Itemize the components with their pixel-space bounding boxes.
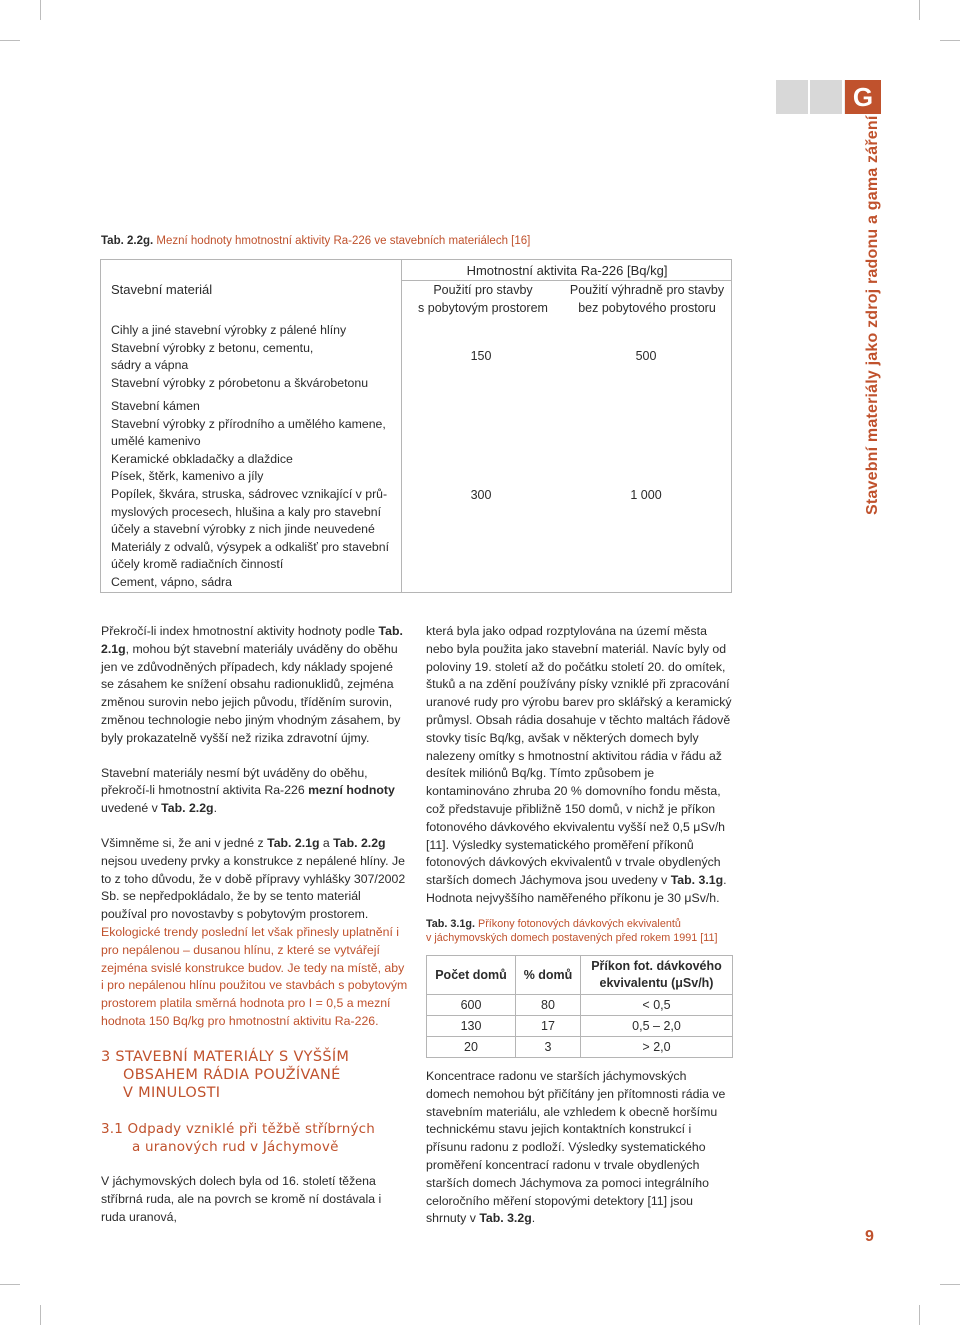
table-cell: > 2,0	[581, 1037, 733, 1058]
text-run: Překročí-li index hmotnostní aktivity hodnoty podle	[101, 624, 379, 638]
material-line: Popílek, škvára, struska, sádrovec vznikající v prů-	[111, 486, 388, 501]
crop-mark	[919, 1305, 920, 1325]
table-cell: < 0,5	[581, 995, 733, 1016]
table-row	[427, 995, 733, 1016]
header-line: Použití výhradně pro stavby	[569, 283, 725, 297]
material-line: účely kromě radiačních činností	[111, 557, 284, 572]
caption-text: Příkony fotonových dávkových ekvivalentů	[475, 918, 681, 930]
table-caption	[426, 917, 717, 945]
material-line: Stavební kámen	[111, 399, 200, 413]
section-heading-3	[101, 1048, 349, 1102]
text-run: uvedené v	[101, 801, 162, 816]
table-cell: 17	[516, 1016, 581, 1037]
header-col-non-residential	[561, 282, 733, 317]
text-run: . Hodnota nejvyššího naměřeného příkonu je 30 μSv/h.	[426, 873, 727, 905]
table-divider	[401, 280, 731, 281]
paragraph	[426, 623, 733, 908]
text-run: Všimněme si, že ani v jedné z	[101, 835, 268, 850]
header-line: Použití pro stavby	[433, 283, 533, 297]
material-line: Stavební výrobky z pórobetonu a škvárobetonu	[111, 375, 369, 390]
left-column	[101, 623, 409, 1031]
text-run: a	[319, 835, 334, 850]
text-run: Je to z toho důvodu, že v době přípravy vyhlášky 307/2002 Sb. se nepředpokládalo, že by se tento materiál používal pro novostavby s pobytovým prostorem.	[101, 853, 406, 922]
table-cell: 80	[516, 995, 581, 1016]
side-title: Stavební materiály jako zdroj radonu a gama záření	[864, 115, 881, 515]
value-cell: 150	[470, 349, 492, 363]
table-row	[427, 1016, 733, 1037]
page-number: 9	[865, 1228, 874, 1245]
paragraph	[101, 835, 409, 1031]
paragraph	[101, 765, 409, 818]
caption-number: Tab. 3.1g.	[426, 918, 475, 930]
crop-mark	[919, 0, 920, 20]
chapter-tab	[810, 80, 842, 114]
value-cell: 500	[635, 349, 657, 363]
text-run: .	[213, 801, 217, 816]
column-header: % domů	[516, 956, 581, 995]
text-run: Stavební materiály nesmí být uváděny do oběhu, překročí-li hmotnostní aktivita Ra-226	[101, 765, 368, 798]
table-caption	[101, 235, 530, 247]
table-ref: Tab. 2.1g	[267, 835, 320, 850]
paragraph: V jáchymovských dolech byla od 16. století těžena stříbrná ruda, ale na povrch se kromě ní dostávala i ruda uranová,	[101, 1174, 382, 1224]
table-cell: 0,5 – 2,0	[581, 1016, 733, 1037]
material-line: sádry a vápna	[111, 358, 189, 373]
heading-line: a uranových rud v Jáchymově	[132, 1139, 339, 1155]
column-header: Počet domů	[427, 956, 516, 995]
caption-number: Tab. 2.2g.	[101, 235, 154, 247]
chapter-tab	[776, 80, 808, 114]
table-ref: Tab. 2.2g	[333, 835, 386, 850]
paragraph	[101, 623, 409, 748]
material-line: Cement, vápno, sádra	[111, 574, 232, 589]
section-heading-3-1	[101, 1120, 375, 1156]
material-line: Materiály z odvalů, výsypek a odkališť pro stavební	[111, 539, 390, 554]
header-col-residential	[401, 282, 565, 317]
material-line: účely a stavební výrobky z nich jinde neuvedené	[111, 522, 375, 537]
header-line: bez pobytového prostoru	[578, 300, 716, 315]
heading-line: 3 STAVEBNÍ MATERIÁLY S VYŠŠÍM	[101, 1049, 350, 1065]
heading-line: OBSAHEM RÁDIA POUŽÍVANÉ	[123, 1067, 341, 1083]
material-line: Stavební výrobky z přírodního a umělého kamene,	[111, 416, 386, 431]
table-cell: 130	[427, 1016, 516, 1037]
emphasis: mezní hodnoty	[308, 783, 395, 798]
section-letter-badge: G	[845, 80, 881, 114]
crop-mark	[0, 40, 20, 41]
crop-mark	[40, 1305, 41, 1325]
table-radium-limits	[100, 259, 732, 593]
material-line: Keramické obkladačky a dlaždice	[111, 451, 293, 466]
material-group-2	[111, 398, 401, 592]
heading-line: V MINULOSTI	[123, 1085, 221, 1101]
material-line: umělé kamenivo	[111, 434, 201, 449]
material-line: Stavební výrobky z betonu, cementu,	[111, 340, 314, 355]
paragraph	[426, 1068, 733, 1228]
material-group-1	[111, 322, 401, 392]
table-ref: Tab. 3.1g	[670, 873, 724, 888]
crop-mark	[940, 1284, 960, 1285]
text-run: která byla jako odpad rozptylována na území města nebo byla použita jako stavební materiál. Navíc byly od poloviny 19. století až do počátku století 20. do omítek, štuků a na zdění používány písky vzniklé při zpracování uranové rudy pro výrobu barev pro sklářský a keramický průmysl. Obsah rádia dosahuje v těchto maltách řádově stovky tisíc Bq/kg, avšak v některých domech byly nalezeny omítky s hmotnostní aktivitou rádia v řádu až desítek miliónů Bq/kg. Tímto způsobem je kontaminováno zhruba 20 % domovního fondu města, což představuje přibližně 150 domů, v nichž je příkon fotonového dávkového ekvivalentu vyšší než 0,5 μSv/h [11]. Výsledky systematického proměření příkonů fotonových dávkových ekvivalentů v trvale obydlených starších domech Jáchymova jsou uvedeny v	[426, 624, 732, 888]
material-line: Cihly a jiné stavební výrobky z pálené hlíny	[111, 323, 347, 337]
caption-text: v jáchymovských domech postavených před rokem 1991 [11]	[426, 932, 718, 944]
heading-line: 3.1 Odpady vzniklé při těžbě stříbrných	[101, 1121, 376, 1137]
table-dose-rates	[426, 955, 733, 1058]
header-activity: Hmotnostní aktivita Ra-226 [Bq/kg]	[466, 263, 668, 278]
value-cell: 300	[470, 488, 492, 502]
right-column	[426, 623, 733, 908]
text-run: .	[531, 1211, 536, 1226]
text-run: Koncentrace radonu ve starších jáchymovských domech nemohou být přičítány jen přítomnosti rádia ve stavebním materiálu, ale vzhledem k obecně horšímu technickému stavu jejich kontaktních konstrukcí i přísunu radonu z podloží. Výsledky systematického proměření koncentrací radonu v trvale obydlených starších domech Jáchymova za pomoci integrálního celoročního měření stopovými detektory [11] jsou shrnuty v	[426, 1069, 726, 1226]
crop-mark	[940, 40, 960, 41]
crop-mark	[0, 1284, 20, 1285]
table-cell: 3	[516, 1037, 581, 1058]
table-row	[427, 1037, 733, 1058]
material-line: myslových procesech, hlušina a kaly pro stavební	[111, 504, 381, 519]
table-cell: 600	[427, 995, 516, 1016]
header-material: Stavební materiál	[111, 282, 213, 297]
text-run: nejsou uvedeny prvky a konstrukce z nepálené hlíny.	[101, 853, 392, 868]
text-run: , mohou být stavební materiály uváděny do oběhu jen ve zdůvodněných případech, kdy náklady spojené se zásahem ke snížení obsahu radionuklidů, zejména změnou surovin nebo jejich původu, tříděním surovin, změnou technologie nebo jiným vhodným zásahem, by byly prokazatelně vyšší než rizika zdravotní újmy.	[101, 641, 401, 745]
table-ref: Tab. 3.2g	[479, 1211, 532, 1226]
table-ref: Tab. 2.2g	[161, 801, 214, 816]
crop-mark	[40, 0, 41, 20]
caption-text: Mezní hodnoty hmotnostní aktivity Ra-226 ve stavebních materiálech [16]	[153, 235, 531, 247]
column-header: Příkon fot. dávkového ekvivalentu (μSv/h)	[581, 956, 733, 995]
table-header-row	[427, 956, 733, 995]
table-cell: 20	[427, 1037, 516, 1058]
table-ref: Tab. 2.1g	[101, 624, 403, 656]
value-cell: 1 000	[630, 488, 662, 502]
highlighted-text: Ekologické trendy poslední let však přinesly uplatnění i pro nepálenou – dusanou hlínu, z které se vytvářejí zejména svislé konstrukce budov. Je tedy na místě, aby i pro nepálenou hlínu použitou ve stavbách s pobytovým prostorem platila směrná hodnota pro I = 0,5 a mezní hodnota 150 Bq/kg pro hmotnostní aktivitu Ra-226.	[101, 924, 408, 1028]
paragraph-text	[426, 1068, 733, 1228]
header-line: s pobytovým prostorem	[418, 300, 548, 315]
material-line: Písek, štěrk, kamenivo a jíly	[111, 469, 264, 484]
